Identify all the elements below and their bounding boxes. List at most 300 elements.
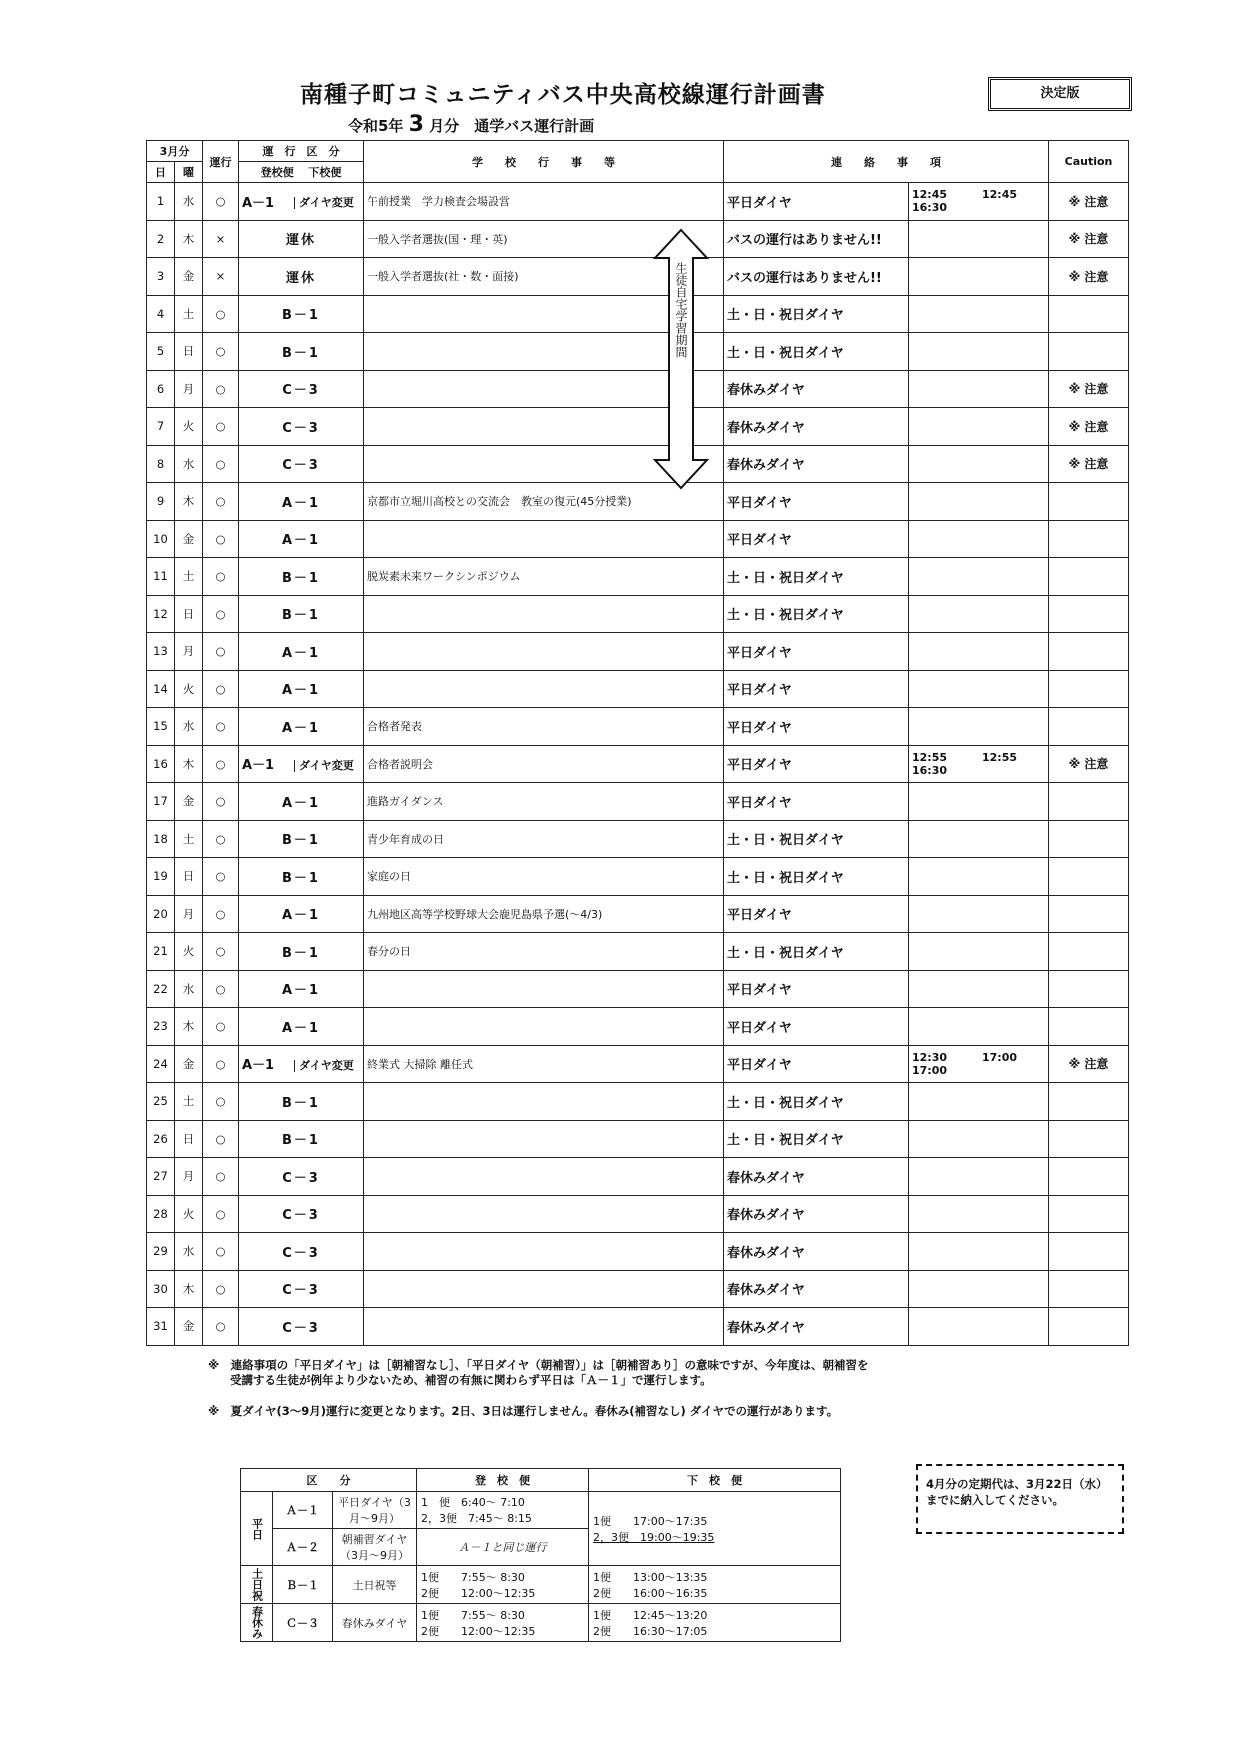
weekday-cell: 水 — [175, 445, 203, 483]
run-cell: ○ — [203, 933, 239, 971]
division-cell: B－1 — [239, 858, 364, 896]
code-a1: Ａ－１ — [273, 1492, 333, 1529]
run-cell: ○ — [203, 1233, 239, 1271]
memo-cell: 平日ダイヤ — [724, 633, 909, 671]
diagram-change-label: ダイヤ変更 — [294, 1060, 354, 1072]
run-cell: ○ — [203, 370, 239, 408]
day-cell: 28 — [147, 1195, 175, 1233]
day-cell: 30 — [147, 1270, 175, 1308]
time-cell — [909, 970, 1049, 1008]
caution-cell — [1049, 1120, 1129, 1158]
table-row — [147, 1083, 1129, 1121]
memo-cell: 平日ダイヤ — [724, 783, 909, 821]
weekday-cell: 火 — [175, 670, 203, 708]
event-cell: 合格者説明会 — [364, 745, 724, 783]
document-subtitle — [348, 112, 594, 137]
a1-up — [417, 1492, 589, 1529]
day-cell: 29 — [147, 1233, 175, 1271]
memo-cell: 平日ダイヤ — [724, 1045, 909, 1083]
event-cell — [364, 1008, 724, 1046]
division-cell: B－1 — [239, 1083, 364, 1121]
weekday-cell: 日 — [175, 858, 203, 896]
day-cell: 18 — [147, 820, 175, 858]
a-down-2: 2，3便 19:00～19:35 — [593, 1530, 715, 1544]
time-3: 17:00 — [912, 1063, 948, 1077]
weekday-cell: 木 — [175, 745, 203, 783]
weekday-cell: 月 — [175, 895, 203, 933]
table-row — [147, 445, 1129, 483]
run-cell: ○ — [203, 408, 239, 446]
event-cell: 青少年育成の日 — [364, 820, 724, 858]
up-header: 登校便 — [260, 166, 294, 179]
event-cell: 京都市立堀川高校との交流会 教室の復元(45分授業) — [364, 483, 724, 521]
run-cell: ○ — [203, 970, 239, 1008]
spring-group-label: 春休み — [241, 1604, 273, 1642]
caution-header: Caution — [1049, 141, 1129, 183]
weekday-cell: 月 — [175, 370, 203, 408]
memo-cell: 春休みダイヤ — [724, 1270, 909, 1308]
day-cell: 2 — [147, 220, 175, 258]
day-cell: 8 — [147, 445, 175, 483]
event-cell: 九州地区高等学校野球大会鹿児島県予選(～4/3) — [364, 895, 724, 933]
day-cell: 7 — [147, 408, 175, 446]
weekday-cell: 水 — [175, 1233, 203, 1271]
time-1: 12:55 — [912, 750, 948, 764]
table-row — [147, 1308, 1129, 1346]
events-header: 学 校 行 事 等 — [364, 141, 724, 183]
division-cell: C－3 — [239, 408, 364, 446]
weekday-cell: 水 — [175, 708, 203, 746]
time-cell — [909, 520, 1049, 558]
event-cell — [364, 1083, 724, 1121]
division-cell: A－1 — [239, 970, 364, 1008]
table-row — [147, 183, 1129, 221]
time-cell — [909, 1045, 1049, 1083]
run-cell: ○ — [203, 1120, 239, 1158]
division-cell: C－3 — [239, 1308, 364, 1346]
caution-cell: ※ 注意 — [1049, 408, 1129, 446]
event-cell: 合格者発表 — [364, 708, 724, 746]
time-cell — [909, 670, 1049, 708]
a1-name: 平日ダイヤ（3月～9月） — [333, 1492, 417, 1529]
run-cell: ○ — [203, 1158, 239, 1196]
caution-cell — [1049, 1083, 1129, 1121]
division-cell: B－1 — [239, 933, 364, 971]
time-cell — [909, 220, 1049, 258]
division-cell: C－3 — [239, 1270, 364, 1308]
run-cell: ○ — [203, 895, 239, 933]
division-cell: A－1 — [239, 520, 364, 558]
day-cell: 27 — [147, 1158, 175, 1196]
division-cell: 運休 — [239, 220, 364, 258]
event-cell — [364, 1308, 724, 1346]
division-cell: C－3 — [239, 370, 364, 408]
table-row — [147, 1158, 1129, 1196]
caution-cell — [1049, 970, 1129, 1008]
memo-cell: 平日ダイヤ — [724, 520, 909, 558]
event-cell — [364, 670, 724, 708]
timetable-down-header: 下 校 便 — [589, 1469, 841, 1492]
day-cell: 5 — [147, 333, 175, 371]
time-cell — [909, 1308, 1049, 1346]
caution-cell — [1049, 1270, 1129, 1308]
table-row — [147, 1270, 1129, 1308]
run-cell: ○ — [203, 520, 239, 558]
division-cell: 運休 — [239, 258, 364, 296]
time-cell — [909, 745, 1049, 783]
run-cell: ○ — [203, 1308, 239, 1346]
table-row — [147, 258, 1129, 296]
time-cell — [909, 370, 1049, 408]
caution-cell: ※ 注意 — [1049, 258, 1129, 296]
memo-cell: バスの運行はありません!! — [724, 258, 909, 296]
event-cell: 午前授業 学力検査会場設営 — [364, 183, 724, 221]
division-cell: B－1 — [239, 595, 364, 633]
weekday-cell: 日 — [175, 333, 203, 371]
run-cell: ○ — [203, 820, 239, 858]
memo-cell: 春休みダイヤ — [724, 445, 909, 483]
time-1: 12:45 — [912, 188, 948, 202]
time-cell — [909, 258, 1049, 296]
time-1: 12:30 — [912, 1050, 948, 1064]
timetable — [240, 1468, 841, 1642]
division-code: A－1 — [242, 1058, 275, 1074]
memo-cell: 平日ダイヤ — [724, 708, 909, 746]
code-a2: Ａ－２ — [273, 1529, 333, 1566]
caution-cell: ※ 注意 — [1049, 220, 1129, 258]
event-cell — [364, 970, 724, 1008]
run-header: 運行 — [203, 141, 239, 183]
timetable-up-header: 登 校 便 — [417, 1469, 589, 1492]
day-cell: 17 — [147, 783, 175, 821]
division-code: A－1 — [242, 195, 275, 211]
a2-name: 朝補習ダイヤ（3月～9月） — [333, 1529, 417, 1566]
run-cell: × — [203, 220, 239, 258]
table-row — [147, 295, 1129, 333]
c3-down-2: 2便 16:30～17:05 — [593, 1624, 708, 1638]
run-cell: ○ — [203, 295, 239, 333]
weekday-cell: 金 — [175, 258, 203, 296]
day-cell: 19 — [147, 858, 175, 896]
table-row — [147, 333, 1129, 371]
run-cell: ○ — [203, 1008, 239, 1046]
table-row — [147, 520, 1129, 558]
weekday-cell: 火 — [175, 1195, 203, 1233]
division-cell: B－1 — [239, 1120, 364, 1158]
day-cell: 23 — [147, 1008, 175, 1046]
time-cell — [909, 183, 1049, 221]
caution-cell: ※ 注意 — [1049, 445, 1129, 483]
caution-cell — [1049, 633, 1129, 671]
caution-cell: ※ 注意 — [1049, 370, 1129, 408]
memo-cell: 土・日・祝日ダイヤ — [724, 858, 909, 896]
subtitle-suffix: 月分 通学バス運行計画 — [429, 117, 595, 135]
run-cell: ○ — [203, 483, 239, 521]
table-row — [147, 408, 1129, 446]
memo-cell: 春休みダイヤ — [724, 1233, 909, 1271]
weekday-header: 曜 — [175, 162, 203, 183]
c3-down-1: 1便 12:45～13:20 — [593, 1608, 708, 1622]
caution-cell — [1049, 933, 1129, 971]
run-cell: ○ — [203, 1270, 239, 1308]
diagram-change-label: ダイヤ変更 — [294, 197, 354, 209]
day-cell: 25 — [147, 1083, 175, 1121]
day-header: 日 — [147, 162, 175, 183]
memo-cell: 春休みダイヤ — [724, 408, 909, 446]
day-cell: 31 — [147, 1308, 175, 1346]
day-cell: 10 — [147, 520, 175, 558]
weekday-cell: 木 — [175, 1008, 203, 1046]
division-cell: C－3 — [239, 1158, 364, 1196]
caution-cell — [1049, 820, 1129, 858]
memo-cell: 土・日・祝日ダイヤ — [724, 558, 909, 596]
event-cell — [364, 1233, 724, 1271]
weekday-cell: 金 — [175, 1045, 203, 1083]
event-cell: 春分の日 — [364, 933, 724, 971]
day-cell: 9 — [147, 483, 175, 521]
b1-up-1: 1便 7:55～ 8:30 — [421, 1570, 525, 1584]
time-cell — [909, 783, 1049, 821]
weekday-cell: 月 — [175, 1158, 203, 1196]
table-row — [147, 1195, 1129, 1233]
memo-cell: 土・日・祝日ダイヤ — [724, 295, 909, 333]
time-cell — [909, 858, 1049, 896]
note-2: ※ 夏ダイヤ(3～9月)運行に変更となります。2日、3日は運行しません。春休み(補習なし) ダイヤでの運行があります。 — [208, 1404, 839, 1418]
caution-cell: ※ 注意 — [1049, 1045, 1129, 1083]
table-row — [147, 1233, 1129, 1271]
a-down-1: 1便 17:00～17:35 — [593, 1514, 708, 1528]
memo-cell: 土・日・祝日ダイヤ — [724, 933, 909, 971]
weekday-cell: 火 — [175, 408, 203, 446]
pass-payment-notice: 4月分の定期代は、3月22日（水）までに納入してください。 — [916, 1464, 1124, 1534]
caution-cell — [1049, 295, 1129, 333]
diagram-change-label: ダイヤ変更 — [294, 760, 354, 772]
table-row — [147, 708, 1129, 746]
memo-cell: 平日ダイヤ — [724, 670, 909, 708]
memo-cell: 平日ダイヤ — [724, 1008, 909, 1046]
note-1-line-1: ※ 連絡事項の「平日ダイヤ」は［朝補習なし］、「平日ダイヤ（朝補習）」は［朝補習あり］の意味ですが、今年度は、朝補習を — [208, 1358, 869, 1372]
table-row — [147, 820, 1129, 858]
b1-name: 土日祝等 — [333, 1566, 417, 1604]
day-cell: 20 — [147, 895, 175, 933]
memo-cell: 平日ダイヤ — [724, 483, 909, 521]
run-cell: ○ — [203, 1083, 239, 1121]
weekday-cell: 月 — [175, 633, 203, 671]
event-cell — [364, 520, 724, 558]
memo-cell: 春休みダイヤ — [724, 1308, 909, 1346]
day-cell: 3 — [147, 258, 175, 296]
memo-cell: 土・日・祝日ダイヤ — [724, 1083, 909, 1121]
division-cell: B－1 — [239, 333, 364, 371]
run-cell: ○ — [203, 333, 239, 371]
division-cell: A－1 — [239, 670, 364, 708]
weekday-cell: 水 — [175, 970, 203, 1008]
time-3: 16:30 — [912, 201, 948, 215]
weekday-cell: 金 — [175, 1308, 203, 1346]
memo-cell: 土・日・祝日ダイヤ — [724, 595, 909, 633]
weekday-cell: 木 — [175, 220, 203, 258]
division-cell — [239, 1045, 364, 1083]
day-cell: 4 — [147, 295, 175, 333]
time-cell — [909, 933, 1049, 971]
day-cell: 24 — [147, 1045, 175, 1083]
time-2: 12:55 — [982, 750, 1018, 764]
division-code: A－1 — [242, 758, 275, 774]
event-cell: 一般入学者選抜(国・理・英) — [364, 220, 724, 258]
day-cell: 15 — [147, 708, 175, 746]
time-cell — [909, 708, 1049, 746]
caution-cell — [1049, 1008, 1129, 1046]
c3-down — [589, 1604, 841, 1642]
time-cell — [909, 483, 1049, 521]
run-cell: ○ — [203, 670, 239, 708]
division-cell: A－1 — [239, 1008, 364, 1046]
b1-up — [417, 1566, 589, 1604]
table-row — [147, 220, 1129, 258]
time-cell — [909, 1158, 1049, 1196]
caution-cell — [1049, 895, 1129, 933]
weekday-cell: 土 — [175, 295, 203, 333]
weekend-group-label: 土日祝 — [241, 1566, 273, 1604]
weekday-cell: 木 — [175, 1270, 203, 1308]
a-down — [589, 1492, 841, 1566]
caution-cell: ※ 注意 — [1049, 745, 1129, 783]
time-2: 17:00 — [982, 1050, 1018, 1064]
b1-up-2: 2便 12:00～12:35 — [421, 1586, 536, 1600]
time-cell — [909, 408, 1049, 446]
a2-up: Ａ－１と同じ運行 — [417, 1529, 589, 1566]
event-cell — [364, 633, 724, 671]
down-header: 下校便 — [308, 166, 342, 179]
event-cell — [364, 1120, 724, 1158]
table-row — [147, 745, 1129, 783]
event-cell: 進路ガイダンス — [364, 783, 724, 821]
memo-cell: 春休みダイヤ — [724, 370, 909, 408]
table-row — [147, 370, 1129, 408]
division-cell — [239, 183, 364, 221]
event-cell — [364, 1270, 724, 1308]
note-1 — [208, 1358, 868, 1388]
day-cell: 16 — [147, 745, 175, 783]
table-row — [147, 1008, 1129, 1046]
day-cell: 11 — [147, 558, 175, 596]
table-row — [147, 858, 1129, 896]
caution-cell — [1049, 333, 1129, 371]
b1-down — [589, 1566, 841, 1604]
memo-cell: 春休みダイヤ — [724, 1158, 909, 1196]
run-cell: ○ — [203, 1045, 239, 1083]
weekday-cell: 木 — [175, 483, 203, 521]
caution-cell — [1049, 1308, 1129, 1346]
code-c3: Ｃ－３ — [273, 1604, 333, 1642]
time-cell — [909, 1270, 1049, 1308]
day-cell: 22 — [147, 970, 175, 1008]
timetable-div-header: 区 分 — [241, 1469, 417, 1492]
division-cell: A－1 — [239, 483, 364, 521]
b1-down-2: 2便 16:00～16:35 — [593, 1586, 708, 1600]
caution-cell — [1049, 1158, 1129, 1196]
weekday-cell: 金 — [175, 520, 203, 558]
caution-cell — [1049, 595, 1129, 633]
run-cell: ○ — [203, 558, 239, 596]
weekday-cell: 土 — [175, 820, 203, 858]
time-cell — [909, 1233, 1049, 1271]
day-cell: 13 — [147, 633, 175, 671]
run-cell: ○ — [203, 1195, 239, 1233]
table-row — [147, 558, 1129, 596]
caution-cell — [1049, 483, 1129, 521]
contact-header: 連 絡 事 項 — [724, 141, 1049, 183]
time-3: 16:30 — [912, 763, 948, 777]
day-cell: 14 — [147, 670, 175, 708]
caution-cell — [1049, 558, 1129, 596]
event-cell: 脱炭素未来ワークシンポジウム — [364, 558, 724, 596]
caution-cell — [1049, 1195, 1129, 1233]
run-cell: ○ — [203, 858, 239, 896]
final-version-stamp: 決定版 — [988, 77, 1132, 111]
weekday-cell: 火 — [175, 933, 203, 971]
time-cell — [909, 445, 1049, 483]
day-cell: 1 — [147, 183, 175, 221]
a1-up-1: 1 便 6:40～ 7:10 — [421, 1496, 525, 1509]
event-cell — [364, 1195, 724, 1233]
division-cell: B－1 — [239, 558, 364, 596]
division-cell: C－3 — [239, 445, 364, 483]
memo-cell: 春休みダイヤ — [724, 1195, 909, 1233]
run-cell: ○ — [203, 633, 239, 671]
caution-cell — [1049, 1233, 1129, 1271]
event-cell — [364, 595, 724, 633]
table-row — [147, 970, 1129, 1008]
division-header: 運 行 区 分 — [239, 141, 364, 162]
run-cell: ○ — [203, 783, 239, 821]
time-cell — [909, 820, 1049, 858]
weekday-cell: 土 — [175, 558, 203, 596]
run-cell: ○ — [203, 595, 239, 633]
caution-cell — [1049, 520, 1129, 558]
table-row — [147, 595, 1129, 633]
home-study-period-label: 生徒自宅学習期間 — [674, 262, 688, 358]
division-cell: A－1 — [239, 783, 364, 821]
a1-up-2: 2，3便 7:45～ 8:15 — [421, 1512, 532, 1525]
up-down-header — [239, 162, 364, 183]
event-cell: 終業式 大掃除 離任式 — [364, 1045, 724, 1083]
weekday-cell: 日 — [175, 595, 203, 633]
memo-cell: 平日ダイヤ — [724, 895, 909, 933]
division-cell: A－1 — [239, 895, 364, 933]
day-cell: 6 — [147, 370, 175, 408]
weekday-cell: 土 — [175, 1083, 203, 1121]
note-1-line-2: 受講する生徒が例年より少ないため、補習の有無に関わらず平日は「Ａ－１」で運行します。 — [230, 1373, 712, 1387]
time-cell — [909, 1008, 1049, 1046]
memo-cell: 平日ダイヤ — [724, 183, 909, 221]
weekday-group-label: 平日 — [241, 1492, 273, 1566]
schedule-table — [146, 140, 1129, 1346]
table-row — [147, 633, 1129, 671]
caution-cell — [1049, 783, 1129, 821]
caution-cell — [1049, 708, 1129, 746]
c3-name: 春休みダイヤ — [333, 1604, 417, 1642]
division-cell: A－1 — [239, 708, 364, 746]
time-cell — [909, 1120, 1049, 1158]
table-row — [147, 483, 1129, 521]
memo-cell: 平日ダイヤ — [724, 745, 909, 783]
c3-up-2: 2便 12:00～12:35 — [421, 1624, 536, 1638]
month-header: 3月分 — [147, 141, 203, 162]
division-cell — [239, 745, 364, 783]
time-cell — [909, 295, 1049, 333]
c3-up — [417, 1604, 589, 1642]
